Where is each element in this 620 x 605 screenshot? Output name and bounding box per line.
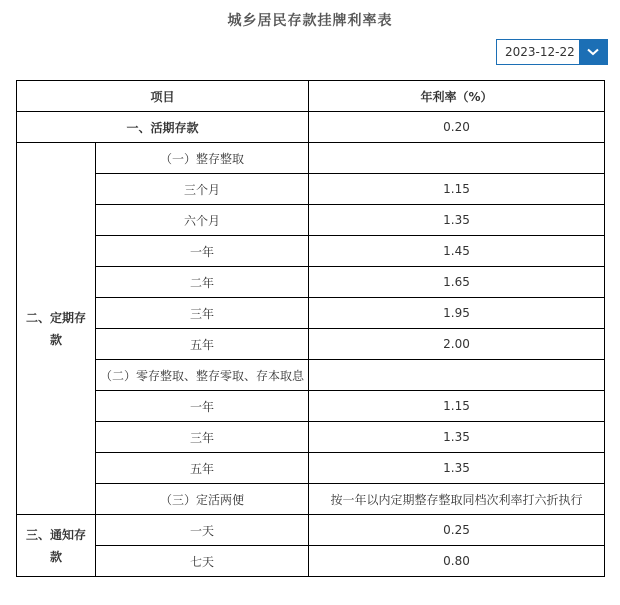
- table-row: [17, 422, 605, 453]
- date-select-value: 2023-12-22: [505, 45, 575, 59]
- demand-deposit-rate: 0.20: [309, 112, 605, 143]
- sub-category-label: （三）定活两便: [96, 484, 309, 515]
- term-cell: 五年: [96, 329, 309, 360]
- table-row: [17, 298, 605, 329]
- term-cell: 五年: [96, 453, 309, 484]
- table-row: [17, 546, 605, 577]
- term-cell: 六个月: [96, 205, 309, 236]
- sub-category-rate: [309, 360, 605, 391]
- date-select-toggle[interactable]: [579, 40, 607, 64]
- rate-cell: 1.95: [309, 298, 605, 329]
- term-cell: 一年: [96, 236, 309, 267]
- rate-cell: 1.45: [309, 236, 605, 267]
- chevron-down-icon: [587, 48, 599, 56]
- term-cell: 三年: [96, 422, 309, 453]
- table-row: [17, 391, 605, 422]
- rate-cell: 1.35: [309, 205, 605, 236]
- sub-category-label: （一）整存整取: [96, 143, 309, 174]
- term-cell: 二年: [96, 267, 309, 298]
- time-deposit-label: [17, 143, 96, 515]
- date-select[interactable]: [496, 39, 608, 65]
- rate-cell: 1.35: [309, 453, 605, 484]
- table-row: [17, 143, 605, 174]
- table-row: [17, 329, 605, 360]
- term-cell: 三个月: [96, 174, 309, 205]
- rate-cell: 1.15: [309, 174, 605, 205]
- rate-cell: 1.65: [309, 267, 605, 298]
- sub-category-rate: [309, 143, 605, 174]
- term-cell: 七天: [96, 546, 309, 577]
- sub-category-label: （二）零存整取、整存零取、存本取息: [96, 360, 309, 391]
- notice-deposit-label: [17, 515, 96, 577]
- table-row: [17, 515, 605, 546]
- rate-cell: 1.15: [309, 391, 605, 422]
- table-row: [17, 236, 605, 267]
- header-rate: 年利率（%）: [309, 81, 605, 112]
- rate-cell: 0.25: [309, 515, 605, 546]
- term-cell: 三年: [96, 298, 309, 329]
- table-row: [17, 484, 605, 515]
- table-row: [17, 205, 605, 236]
- time-deposit-label-text: 二、定期存款: [25, 310, 86, 347]
- table-header-row: [17, 81, 605, 112]
- table-row: [17, 112, 605, 143]
- table-row: [17, 360, 605, 391]
- notice-deposit-label-text: 三、通知存款: [25, 527, 86, 564]
- term-cell: 一年: [96, 391, 309, 422]
- demand-deposit-label: 一、活期存款: [17, 112, 309, 143]
- rate-table: [16, 80, 605, 577]
- rate-cell: 1.35: [309, 422, 605, 453]
- table-row: [17, 267, 605, 298]
- rate-note: 按一年以内定期整存整取同档次利率打六折执行: [309, 484, 605, 515]
- rate-cell: 2.00: [309, 329, 605, 360]
- table-row: [17, 453, 605, 484]
- table-row: [17, 174, 605, 205]
- page-title: 城乡居民存款挂牌利率表: [227, 13, 393, 29]
- term-cell: 一天: [96, 515, 309, 546]
- header-item: 项目: [17, 81, 309, 112]
- rate-cell: 0.80: [309, 546, 605, 577]
